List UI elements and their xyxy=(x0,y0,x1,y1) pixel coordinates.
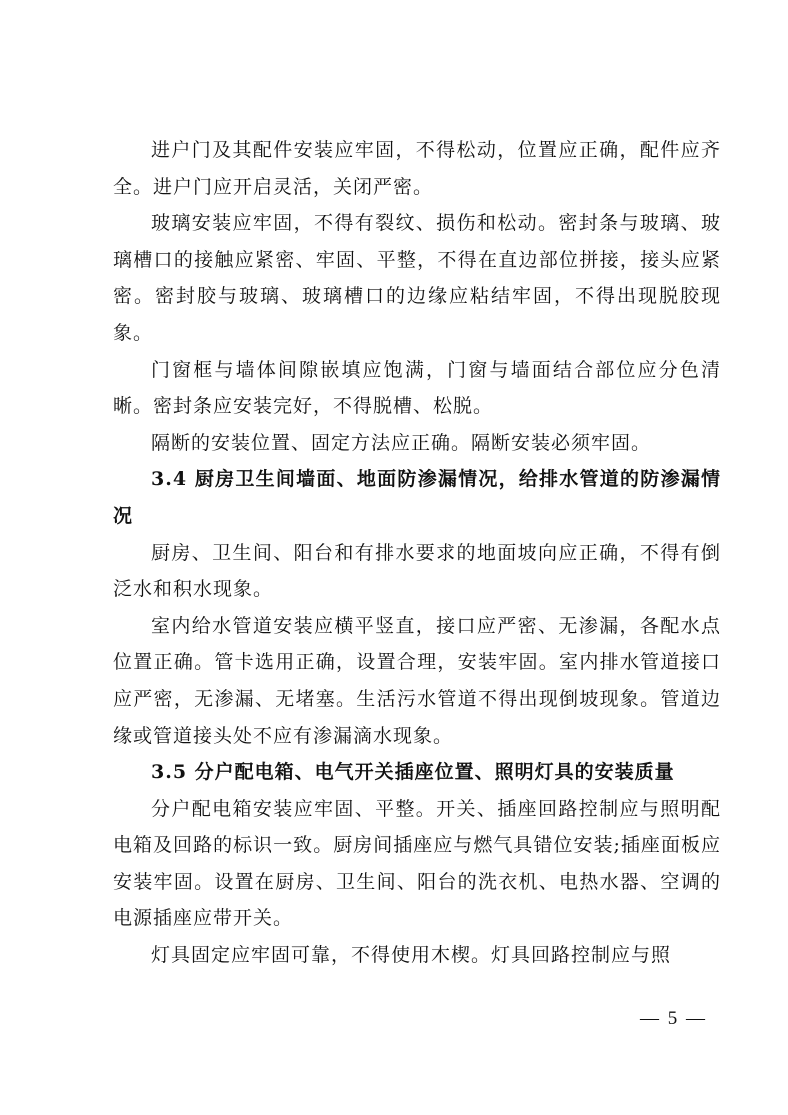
paragraph-water-pipes: 室内给水管道安装应横平竖直，接口应严密、无渗漏，各配水点位置正确。管卡选用正确，设置合理，安装牢固。室内排水管道接口应严密，无渗漏、无堵塞。生活污水管道不得出现倒坡现象。管道边缘或管道接头处不应有渗漏滴水现象。 xyxy=(113,614,721,747)
paragraph-floor-slope: 厨房、卫生间、阳台和有排水要求的地面坡向应正确，不得有倒泛水和积水现象。 xyxy=(113,541,721,601)
paragraph-partition: 隔断的安装位置、固定方法应正确。隔断安装必须牢固。 xyxy=(151,431,652,454)
paragraph-glass-installation: 玻璃安装应牢固，不得有裂纹、损伤和松动。密封条与玻璃、玻璃槽口的接触应紧密、牢固、平整，不得在直边部位拼接，接头应紧密。密封胶与玻璃、玻璃槽口的边缘应粘结牢固，不得出现脱胶现象。 xyxy=(113,212,721,344)
paragraph-entry-door: 进户门及其配件安装应牢固，不得松动，位置应正确，配件应齐全。进户门应开启灵活，关闭严密。 xyxy=(113,139,721,198)
paragraph-window-frame: 门窗框与墙体间隙嵌填应饱满，门窗与墙面结合部位应分色清晰。密封条应安装完好，不得脱槽、松脱。 xyxy=(113,358,721,418)
paragraph-distribution-box: 分户配电箱安装应牢固、平整。开关、插座回路控制应与照明配电箱及回路的标识一致。厨房间插座应与燃气具错位安装;插座面板应安装牢固。设置在厨房、卫生间、阳台的洗衣机、电热水器、空调的电源插座应带开关。 xyxy=(113,797,721,930)
page-body xyxy=(113,132,721,974)
page-number: — 5 — xyxy=(640,1008,707,1029)
section-heading-3-4: 3.4 厨房卫生间墙面、地面防渗漏情况，给排水管道的防渗漏情况 xyxy=(113,468,721,527)
section-heading-3-5: 3.5 分户配电箱、电气开关插座位置、照明灯具的安装质量 xyxy=(151,761,675,784)
paragraph-lighting: 灯具固定应牢固可靠，不得使用木楔。灯具回路控制应与照 xyxy=(151,944,672,967)
